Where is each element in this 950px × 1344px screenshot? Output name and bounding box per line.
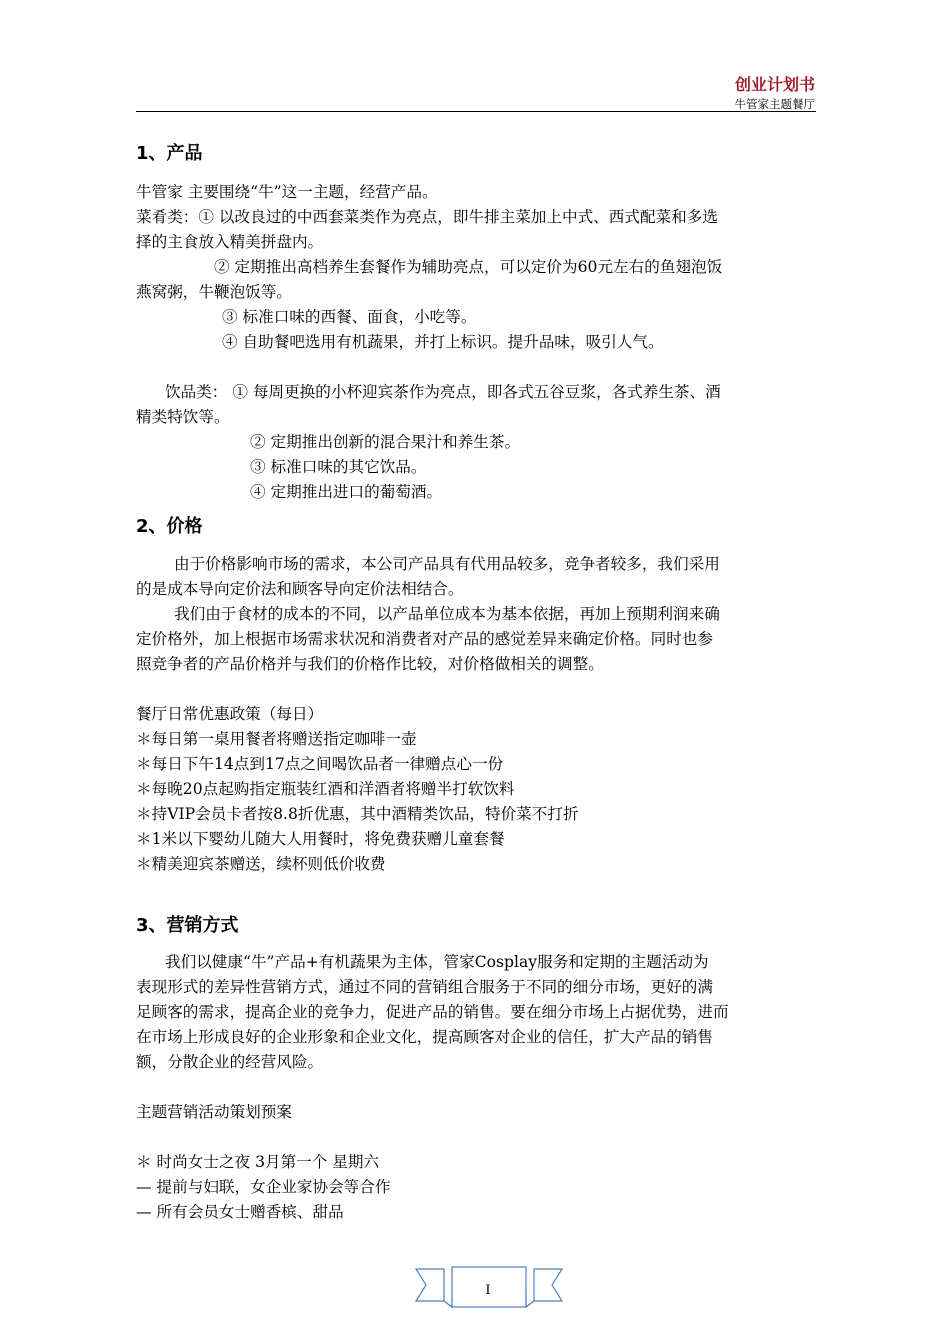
text-line: 照竞争者的产品价格并与我们的价格作比较，对价格做相关的调整。 [136, 655, 604, 673]
text-line: 在市场上形成良好的企业形象和企业文化，提高顾客对企业的信任，扩大产品的销售 [136, 1028, 713, 1046]
text-line: 精类特饮等。 [136, 408, 230, 426]
text-line: 牛管家 主要围绕“牛”这一主题，经营产品。 [136, 183, 438, 201]
list-item: ＊每晚20点起购指定瓶装红酒和洋酒者将赠半打软饮料 [136, 780, 515, 798]
list-item: — 所有会员女士赠香槟、甜品 [136, 1203, 344, 1221]
text-line: 由于价格影响市场的需求，本公司产品具有代用品较多，竞争者较多，我们采用 [174, 555, 720, 573]
list-item: ＊精美迎宾茶赠送，续杯则低价收费 [136, 855, 386, 873]
list-item: ＊ 时尚女士之夜 3月第一个 星期六 [136, 1153, 380, 1171]
text-line: 足顾客的需求，提高企业的竞争力，促进产品的销售。要在细分市场上占据优势，进而 [136, 1003, 729, 1021]
list-item: ＊持VIP会员卡者按8.8折优惠，其中酒精类饮品，特价菜不打折 [136, 805, 579, 823]
list-item: ＊每日第一桌用餐者将赠送指定咖啡一壶 [136, 730, 417, 748]
list-item: ＊每日下午14点到17点之间喝饮品者一律赠点心一份 [136, 755, 504, 773]
heading-marketing: 3、营销方式 [136, 915, 239, 936]
text-line: ④ 定期推出进口的葡萄酒。 [250, 483, 443, 501]
text-line: 额，分散企业的经营风险。 [136, 1053, 324, 1071]
text-line: 表现形式的差异性营销方式，通过不同的营销组合服务于不同的细分市场，更好的满 [136, 978, 713, 996]
text-line: 择的主食放入精美拼盘内。 [136, 233, 324, 251]
text-line: 主题营销活动策划预案 [136, 1103, 292, 1121]
text-line: 我们由于食材的成本的不同，以产品单位成本为基本依据，再加上预期利润来确 [174, 605, 720, 623]
text-line: ③ 标准口味的其它饮品。 [250, 458, 427, 476]
text-line: 的是成本导向定价法和顾客导向定价法相结合。 [136, 580, 464, 598]
text-line: 餐厅日常优惠政策（每日） [136, 705, 324, 723]
header-subtitle: 牛管家主题餐厅 [734, 97, 815, 111]
text-line: 燕窝粥，牛鞭泡饭等。 [136, 283, 292, 301]
text-line: 菜肴类：① 以改良过的中西套菜类作为亮点，即牛排主菜加上中式、西式配菜和多选 [136, 208, 718, 226]
list-item: — 提前与妇联，女企业家协会等合作 [136, 1178, 391, 1196]
text-line: ④ 自助餐吧选用有机蔬果，并打上标识。提升品味，吸引人气。 [222, 333, 664, 351]
text-line: ③ 标准口味的西餐、面食，小吃等。 [222, 308, 477, 326]
heading-price: 2、价格 [136, 516, 203, 537]
text-line: ② 定期推出高档养生套餐作为辅助亮点，可以定价为60元左右的鱼翅泡饭 [214, 258, 723, 276]
page-number: I [485, 1283, 491, 1298]
text-line: 我们以健康“牛”产品+有机蔬果为主体，管家Cosplay服务和定期的主题活动为 [165, 953, 709, 971]
text-line: ② 定期推出创新的混合果汁和养生茶。 [250, 433, 521, 451]
text-line: 定价格外，加上根据市场需求状况和消费者对产品的感觉差异来确定价格。同时也参 [136, 630, 713, 648]
text-line: 饮品类： ① 每周更换的小杯迎宾茶作为亮点，即各式五谷豆浆，各式养生茶、酒 [165, 383, 721, 401]
heading-product: 1、产品 [136, 143, 203, 164]
header-rule [136, 111, 816, 112]
list-item: ＊1米以下婴幼儿随大人用餐时，将免费获赠儿童套餐 [136, 830, 505, 848]
header-title: 创业计划书 [734, 75, 815, 94]
